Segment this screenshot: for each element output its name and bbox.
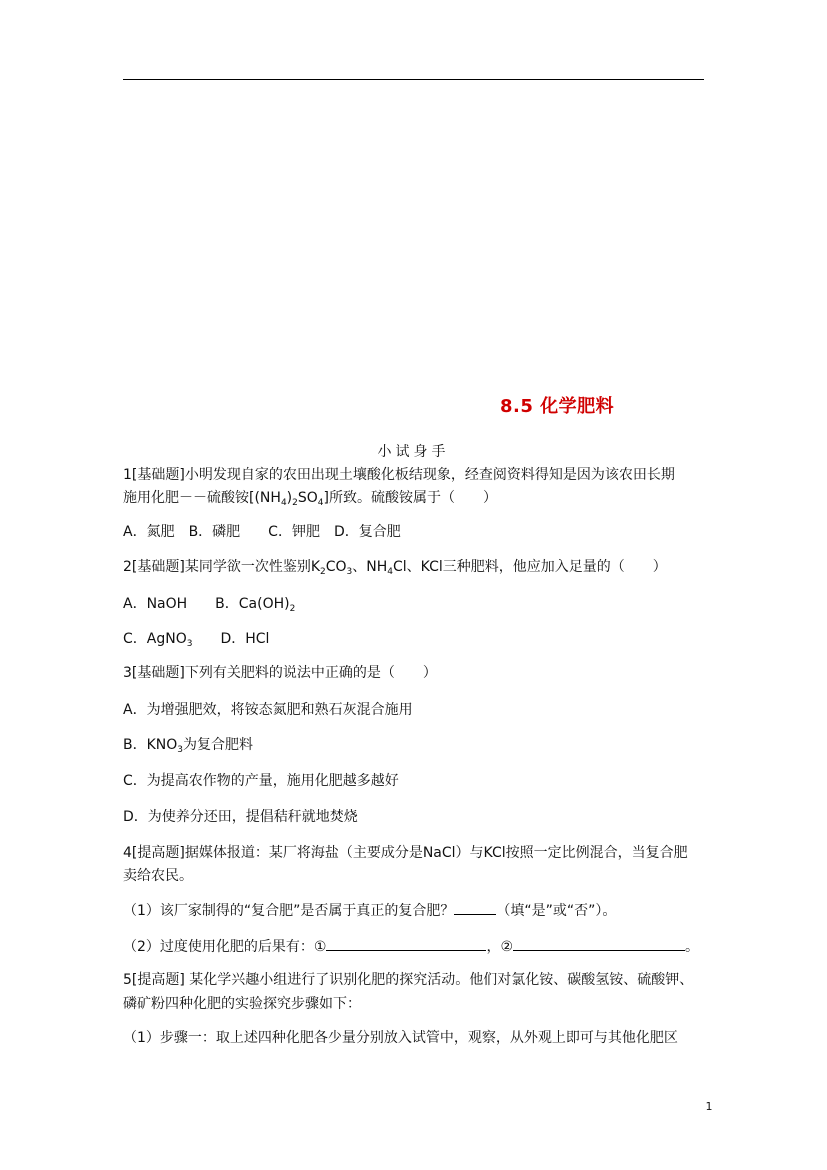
q3-option-a: A．为增强肥效，将铵态氮肥和熟石灰混合施用 [123,702,413,718]
q5-stem-line2: 磷矿粉四种化肥的实验探究步骤如下： [123,996,361,1012]
q1-stem-line2: 施用化肥－－硫酸铵$[(NH_4)_2SO_4]$所致。硫酸铵属于（ ） [123,490,497,508]
header-rule [123,79,704,80]
q1-stem-line1: 1[基础题]小明发现自家的农田出现土壤酸化板结现象，经查阅资料得知是因为该农田长期 [123,467,675,483]
q1-options: A．氮肥 B．磷肥 C．钾肥 D．复合肥 [123,524,401,540]
q5-stem-line1: 5[提高题] 某化学兴趣小组进行了识别化肥的探究活动。他们对氯化铵、碳酸氢铵、硫酸钾、 [123,972,694,988]
q4-stem-line2: 卖给农民。 [123,868,193,884]
q3-option-c: C．为提高农作物的产量，施用化肥越多越好 [123,773,399,789]
q3-stem: 3[基础题]下列有关肥料的说法中正确的是（ ） [123,665,437,681]
answer-blank-2[interactable] [513,936,685,951]
q2-options-ab: A．NaOH B．$Ca(OH)_2$ [123,596,296,614]
answer-blank[interactable] [454,900,496,915]
q3-option-b: B．$KNO_3$为复合肥料 [123,737,254,755]
q4-part2: （2）过度使用化肥的后果有：① ，② 。 [123,936,699,957]
page-title: 8.5 化学肥料 [500,396,615,417]
section-title: 小试身手 [377,444,450,460]
q2-stem: 2[基础题]某同学欲一次性鉴别$K_2CO_3$、$NH_4Cl$、KCl三种肥料，他应加入足量的（ ） [123,559,667,577]
q4-part1: （1）该厂家制得的“复合肥”是否属于真正的复合肥？ （填“是”或“否”）。 [123,900,616,921]
answer-blank-1[interactable] [326,936,486,951]
q4-stem-line1: 4[提高题]据媒体报道：某厂将海盐（主要成分是NaCl）与KCl按照一定比例混合，当复合肥 [123,845,688,861]
page-number: 1 [705,1100,713,1113]
q5-step1: （1）步骤一：取上述四种化肥各少量分别放入试管中，观察，从外观上即可与其他化肥区 [123,1030,678,1046]
q3-option-d: D．为使养分还田，提倡秸秆就地焚烧 [123,809,358,825]
q2-options-cd: C．AgNO$_3$ D．HCl [123,631,270,649]
